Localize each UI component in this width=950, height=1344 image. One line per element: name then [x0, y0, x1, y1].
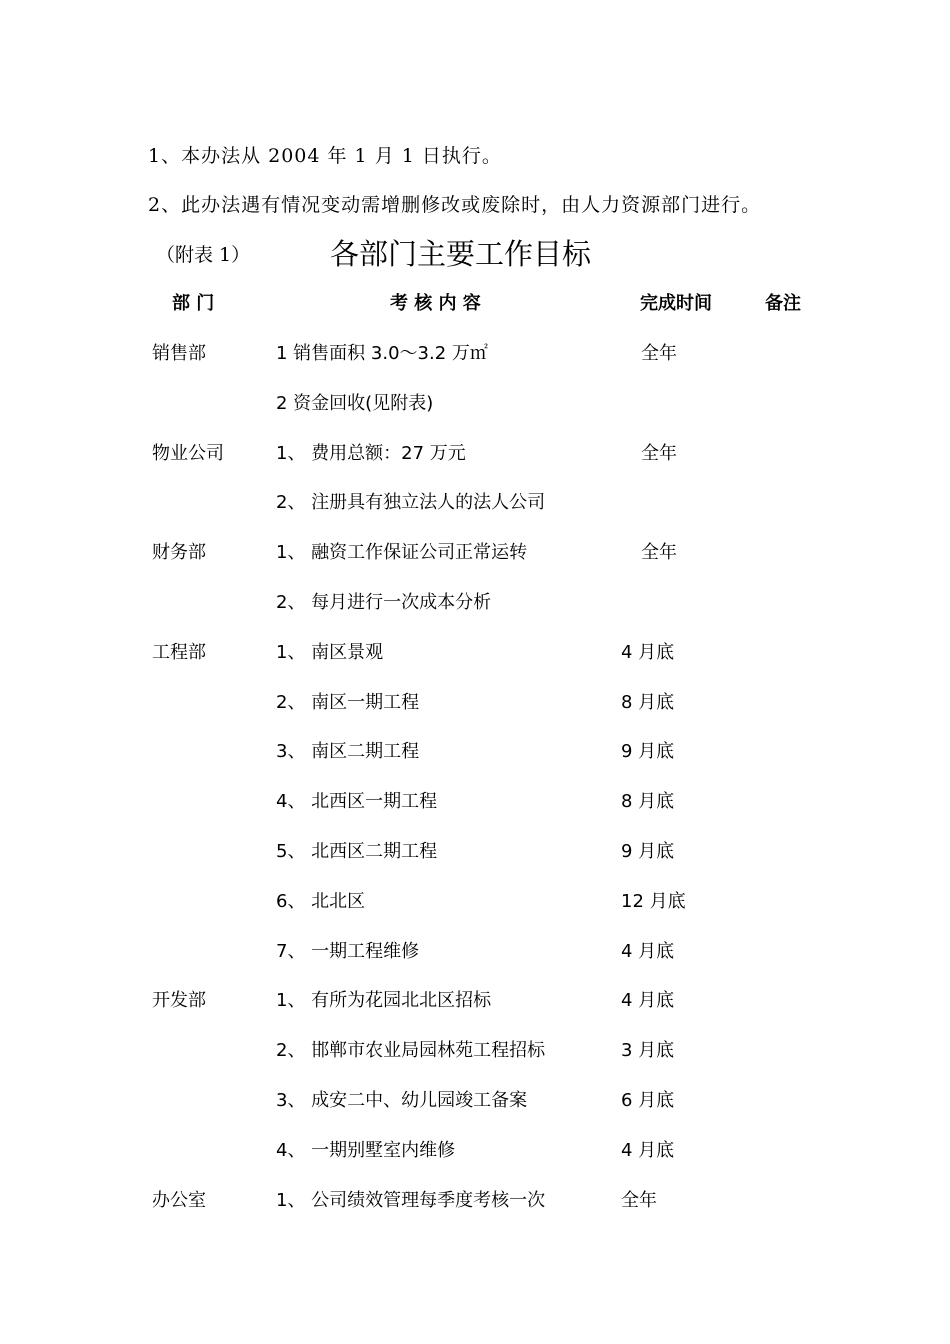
header-time: 完成时间 — [640, 293, 712, 314]
row-time: 8 月底 — [621, 791, 675, 812]
note-1: 1、本办法从 2004 年 1 月 1 日执行。 — [148, 145, 502, 167]
row-content: 2、 每月进行一次成本分析 — [276, 592, 492, 613]
row-time: 4 月底 — [621, 941, 675, 962]
row-dept: 物业公司 — [152, 443, 224, 464]
row-content: 3、 成安二中、幼儿园竣工备案 — [276, 1090, 528, 1111]
row-content: 1、 费用总额：27 万元 — [276, 443, 466, 464]
row-time: 全年 — [621, 1190, 657, 1211]
row-content: 3、 南区二期工程 — [276, 741, 420, 762]
row-content: 6、 北北区 — [276, 891, 366, 912]
row-dept: 财务部 — [152, 542, 206, 563]
appendix-label: （附表 1） — [156, 244, 251, 266]
row-content: 2 资金回收(见附表) — [276, 393, 434, 414]
header-dept: 部 门 — [172, 293, 215, 314]
row-content: 1、 南区景观 — [276, 642, 384, 663]
table-title: 各部门主要工作目标 — [330, 237, 592, 271]
row-time: 全年 — [641, 343, 677, 364]
row-content: 7、 一期工程维修 — [276, 941, 420, 962]
row-time: 8 月底 — [621, 692, 675, 713]
row-time: 4 月底 — [621, 1140, 675, 1161]
row-content: 2、 注册具有独立法人的法人公司 — [276, 492, 546, 513]
row-content: 2、 邯郸市农业局园林苑工程招标 — [276, 1040, 546, 1061]
row-content: 1、 公司绩效管理每季度考核一次 — [276, 1190, 546, 1211]
row-content: 4、 北西区一期工程 — [276, 791, 438, 812]
note-2: 2、此办法遇有情况变动需增删修改或废除时，由人力资源部门进行。 — [148, 194, 762, 216]
row-dept: 办公室 — [152, 1190, 206, 1211]
row-time: 9 月底 — [621, 841, 675, 862]
row-content: 1、 融资工作保证公司正常运转 — [276, 542, 528, 563]
row-content: 1、 有所为花园北北区招标 — [276, 990, 492, 1011]
row-time: 9 月底 — [621, 741, 675, 762]
row-dept: 工程部 — [152, 642, 206, 663]
row-content: 5、 北西区二期工程 — [276, 841, 438, 862]
row-time: 全年 — [641, 443, 677, 464]
header-remark: 备注 — [765, 293, 801, 314]
row-content: 4、 一期别墅室内维修 — [276, 1140, 456, 1161]
row-dept: 开发部 — [152, 990, 206, 1011]
row-time: 全年 — [641, 542, 677, 563]
row-dept: 销售部 — [152, 343, 206, 364]
row-time: 4 月底 — [621, 642, 675, 663]
row-content: 2、 南区一期工程 — [276, 692, 420, 713]
header-content: 考 核 内 容 — [390, 293, 481, 314]
row-time: 3 月底 — [621, 1040, 675, 1061]
row-time: 4 月底 — [621, 990, 675, 1011]
row-time: 12 月底 — [621, 891, 686, 912]
row-content: 1 销售面积 3.0～3.2 万㎡ — [276, 343, 488, 364]
row-time: 6 月底 — [621, 1090, 675, 1111]
